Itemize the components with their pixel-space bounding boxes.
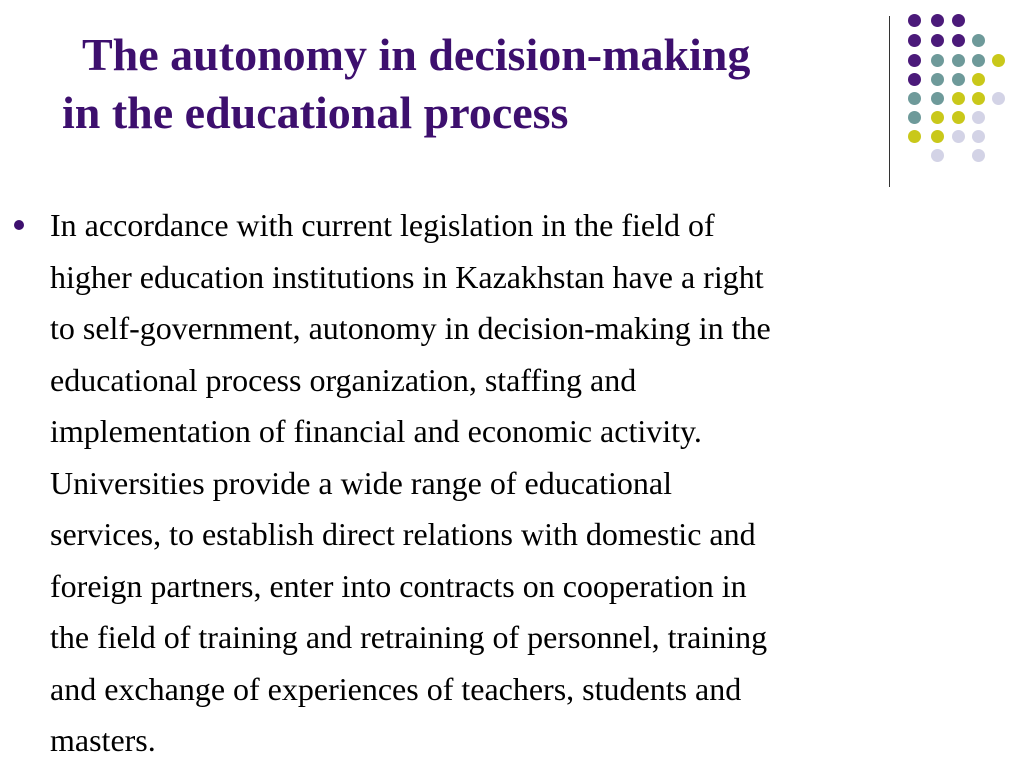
bullet-text-line: educational process organization, staffing and (50, 361, 637, 398)
decorative-dot (972, 130, 985, 143)
slide-title-line: The autonomy in decision-making (82, 29, 751, 80)
slide-title-line: in the educational process (62, 87, 569, 138)
decorative-dot (931, 54, 944, 67)
decorative-dot (931, 73, 944, 86)
decorative-dot (908, 54, 921, 67)
bullet-text-line: Universities provide a wide range of educational (50, 464, 672, 501)
decorative-dot (908, 14, 921, 27)
bullet-text-line: higher education institutions in Kazakhstan have a right (50, 258, 764, 295)
decorative-dot (931, 14, 944, 27)
bullet-text (50, 200, 1020, 767)
decorative-dot (952, 34, 965, 47)
decorative-dot (931, 149, 944, 162)
bullet-text-line: the field of training and retraining of personnel, training (50, 619, 768, 655)
decorative-dot (992, 92, 1005, 105)
decorative-dot (908, 111, 921, 124)
bullet-text-line: In accordance with current legislation in the field of (50, 207, 715, 243)
decorative-dot-grid (0, 0, 1024, 200)
decorative-dot (972, 54, 985, 67)
decorative-dot (952, 130, 965, 143)
bullet-text-line: to self-government, autonomy in decision-making in the (50, 310, 771, 346)
decorative-dot (952, 92, 965, 105)
bullet-text-line: and exchange of experiences of teachers, students and (50, 670, 742, 707)
decorative-dot (952, 111, 965, 124)
bullet-text-line: implementation of financial and economic activity. (50, 413, 702, 449)
decorative-dot (972, 149, 985, 162)
bullet-icon (14, 220, 24, 230)
decorative-dot (908, 92, 921, 105)
decorative-dot (952, 73, 965, 86)
decorative-dot (931, 130, 944, 143)
bullet-text-line: services, to establish direct relations with domestic and (50, 516, 756, 552)
decorative-dot (972, 92, 985, 105)
decorative-dot (952, 14, 965, 27)
decorative-dot (908, 34, 921, 47)
decorative-dot (972, 34, 985, 47)
decorative-dot (908, 73, 921, 86)
bullet-text-line: foreign partners, enter into contracts on cooperation in (50, 567, 747, 604)
decorative-dot (908, 130, 921, 143)
decorative-dot (972, 111, 985, 124)
bullet-text-line: masters. (50, 722, 156, 758)
decorative-dot (931, 92, 944, 105)
decorative-dot (972, 73, 985, 86)
decorative-dot (931, 111, 944, 124)
decorative-dot (931, 34, 944, 47)
decorative-dot (952, 54, 965, 67)
decorative-dot (992, 54, 1005, 67)
